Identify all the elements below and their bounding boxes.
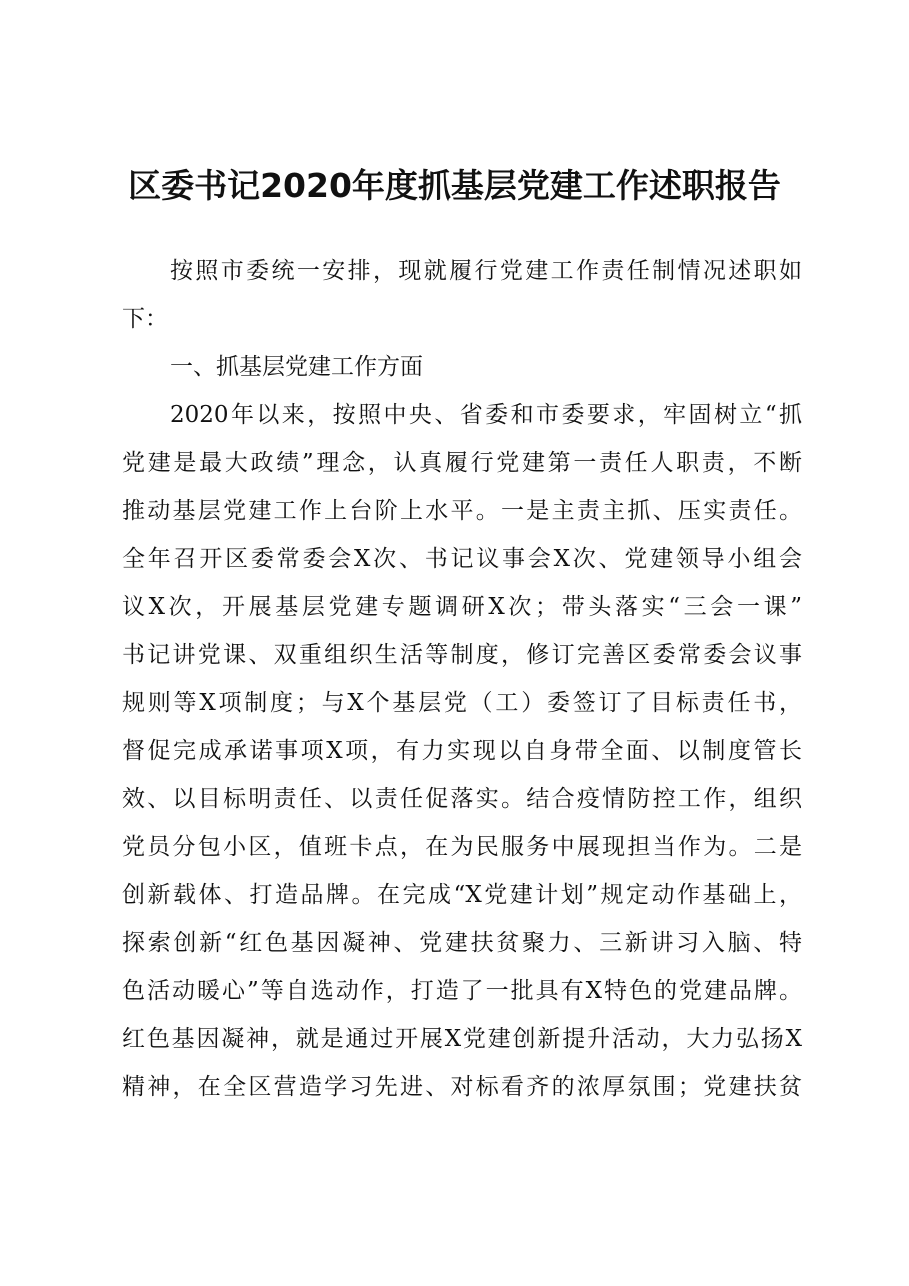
paragraph-line: 规则等X项制度；与X个基层党（工）委签订了目标责任书， [122,690,802,716]
paragraph-line: 下： [122,306,168,332]
section-heading: 一、抓基层党建工作方面 [170,354,423,380]
paragraph-line: 书记讲党课、双重组织生活等制度，修订完善区委常委会议事 [122,642,802,668]
paragraph-line: 全年召开区委常委会X次、书记议事会X次、党建领导小组会 [122,546,802,572]
paragraph-line: 色活动暖心”等自选动作，打造了一批具有X特色的党建品牌。 [122,978,802,1004]
paragraph-line: 2020年以来，按照中央、省委和市委要求，牢固树立“抓 [170,402,802,428]
paragraph-line: 创新载体、打造品牌。在完成“X党建计划”规定动作基础上， [122,882,802,908]
paragraph-line: 红色基因凝神，就是通过开展X党建创新提升活动，大力弘扬X [122,1026,802,1052]
paragraph-line: 党员分包小区，值班卡点，在为民服务中展现担当作为。二是 [122,834,802,860]
paragraph-line: 精神，在全区营造学习先进、对标看齐的浓厚氛围；党建扶贫 [122,1074,802,1100]
paragraph-line: 督促完成承诺事项X项，有力实现以自身带全面、以制度管长 [122,738,802,764]
paragraph-line: 议X次，开展基层党建专题调研X次；带头落实“三会一课” [122,594,802,620]
paragraph-line: 探索创新“红色基因凝神、党建扶贫聚力、三新讲习入脑、特 [122,930,802,956]
document-title: 区委书记2020年度抓基层党建工作述职报告 [128,166,781,205]
paragraph-line: 效、以目标明责任、以责任促落实。结合疫情防控工作，组织 [122,786,802,812]
paragraph-line: 按照市委统一安排，现就履行党建工作责任制情况述职如 [170,258,802,284]
paragraph-line: 党建是最大政绩”理念，认真履行党建第一责任人职责，不断 [122,450,802,476]
paragraph-line: 推动基层党建工作上台阶上水平。一是主责主抓、压实责任。 [122,498,802,524]
